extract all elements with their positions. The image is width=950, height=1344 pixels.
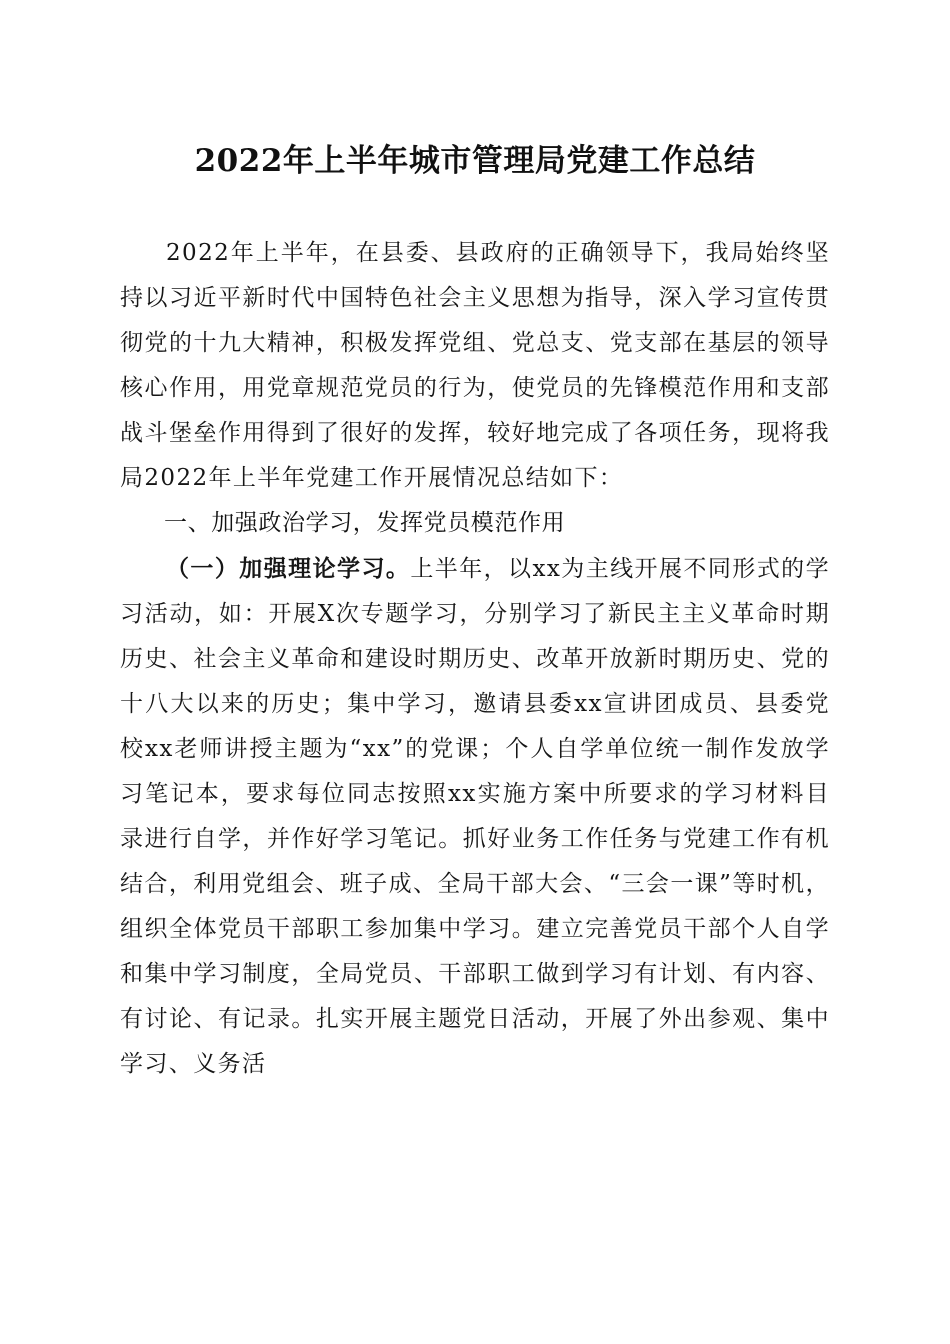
intro-paragraph: 2022年上半年，在县委、县政府的正确领导下，我局始终坚持以习近平新时代中国特色社会主义思想为指导，深入学习宣传贯彻党的十九大精神，积极发挥党组、党总支、党支部在基层的领导核心作用，用党章规范党员的行为，使党员的先锋模范作用和支部战斗堡垒作用得到了很好的发挥，较好地完成了各项任务，现将我局2022年上半年党建工作开展情况总结如下： <box>120 240 830 491</box>
subsection-title: （一）加强理论学习。 <box>166 555 411 582</box>
document-body <box>120 231 830 1087</box>
section-heading: 一、加强政治学习，发挥党员模范作用 <box>164 510 566 536</box>
subsection-text: 上半年，以xx为主线开展不同形式的学习活动，如：开展X次专题学习，分别学习了新民主主义革命时期历史、社会主义革命和建设时期历史、改革开放新时期历史、党的十八大以来的历史；集中学习，邀请县委xx宣讲团成员、县委党校xx老师讲授主题为“xx”的党课；个人自学单位统一制作发放学习笔记本，要求每位同志按照xx实施方案中所要求的学习材料目录进行自学，并作好学习笔记。抓好业务工作任务与党建工作有机结合，利用党组会、班子成、全局干部大会、“三会一课”等时机，组织全体党员干部职工参加集中学习。建立完善党员干部个人自学和集中学习制度，全局党员、干部职工做到学习有计划、有内容、有讨论、有记录。扎实开展主题党日活动，开展了外出参观、集中学习、义务活 <box>120 556 830 1077</box>
document-title: 2022年上半年城市管理局党建工作总结 <box>194 143 756 179</box>
subsection-paragraph <box>120 546 830 1087</box>
